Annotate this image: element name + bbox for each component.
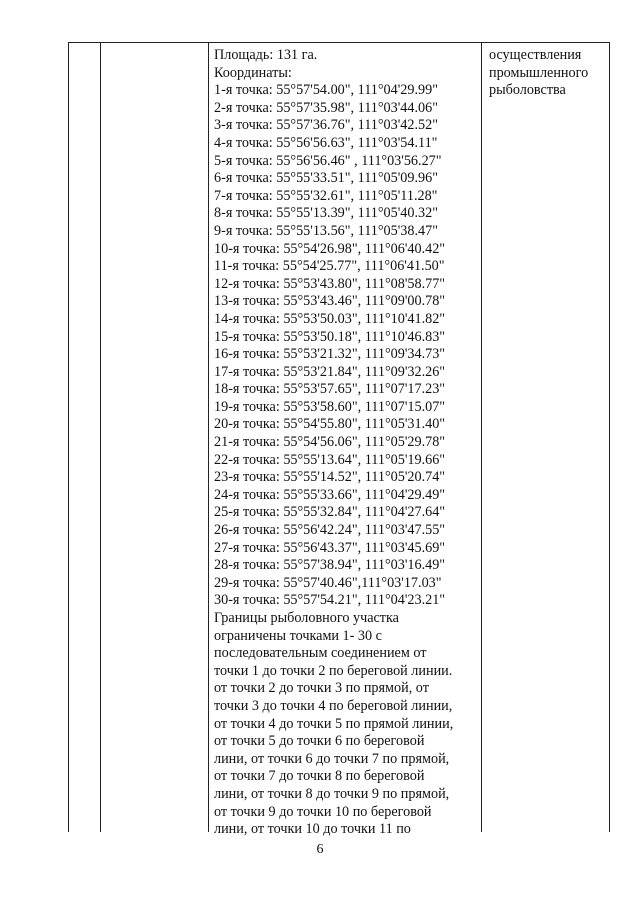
coordinate-point: 11-я точка: 55°54'25.77", 111°06'41.50" <box>214 258 445 275</box>
coordinate-point: 1-я точка: 55°57'54.00", 111°04'29.99" <box>214 82 438 99</box>
coordinate-point: 7-я точка: 55°55'32.61", 111°05'11.28" <box>214 187 438 204</box>
coordinate-point: 16-я точка: 55°53'21.32", 111°09'34.73" <box>214 346 446 363</box>
boundary-text-line: от точки 7 до точки 8 по береговой <box>214 768 425 785</box>
coordinate-point: 24-я точка: 55°55'33.66", 111°04'29.49" <box>214 486 446 503</box>
coordinate-point: 9-я точка: 55°55'13.56", 111°05'38.47" <box>214 222 438 239</box>
coordinate-point: 5-я точка: 55°56'56.46" , 111°03'56.27" <box>214 152 442 169</box>
boundary-text-line: от точки 4 до точки 5 по прямой линии, <box>214 715 454 732</box>
table-column-divider-2 <box>208 42 209 832</box>
boundary-text-line: лини, от точки 8 до точки 9 по прямой, <box>214 785 450 802</box>
coordinate-point: 4-я точка: 55°56'56.63", 111°03'54.11" <box>214 134 438 151</box>
coordinate-point: 19-я точка: 55°53'58.60", 111°07'15.07" <box>214 398 446 415</box>
coordinate-point: 2-я точка: 55°57'35.98", 111°03'44.06" <box>214 99 438 116</box>
area-text: Площадь: 131 га. <box>214 47 318 63</box>
coordinate-point: 30-я точка: 55°57'54.21", 111°04'23.21" <box>214 592 446 609</box>
boundary-text-line: Границы рыболовного участка <box>214 610 399 626</box>
boundary-text-line: точки 3 до точки 4 по береговой линии, <box>214 697 453 714</box>
table-border-right <box>609 42 610 832</box>
purpose-text-line: осуществления <box>489 47 582 63</box>
coordinate-point: 20-я точка: 55°54'55.80", 111°05'31.40" <box>214 416 446 433</box>
coordinate-point: 8-я точка: 55°55'13.39", 111°05'40.32" <box>214 205 438 222</box>
purpose-cell <box>489 47 607 100</box>
coordinate-point: 21-я точка: 55°54'56.06", 111°05'29.78" <box>214 434 446 451</box>
boundary-text-line: от точки 9 до точки 10 по береговой <box>214 803 432 820</box>
coordinate-point: 13-я точка: 55°53'43.46", 111°09'00.78" <box>214 293 446 310</box>
coordinate-point: 15-я точка: 55°53'50.18", 111°10'46.83" <box>214 328 446 345</box>
boundary-description-cell <box>214 47 480 839</box>
coordinate-point: 17-я точка: 55°53'21.84", 111°09'32.26" <box>214 363 446 380</box>
coordinates-heading: Координаты: <box>214 64 292 81</box>
page-number: 6 <box>316 842 324 857</box>
coordinate-point: 25-я точка: 55°55'32.84", 111°04'27.64" <box>214 504 446 521</box>
boundary-text-line: точки 1 до точки 2 по береговой линии. <box>214 662 453 679</box>
boundary-text-line: от точки 5 до точки 6 по береговой <box>214 733 425 750</box>
coordinate-point: 18-я точка: 55°53'57.65", 111°07'17.23" <box>214 381 446 398</box>
boundary-text-line: последовательным соединением от <box>214 645 427 662</box>
coordinate-point: 14-я точка: 55°53'50.03", 111°10'41.82" <box>214 310 446 327</box>
boundary-text-line: от точки 2 до точки 3 по прямой, от <box>214 680 429 697</box>
table-top-border <box>68 42 610 43</box>
coordinate-point: 28-я точка: 55°57'38.94", 111°03'16.49" <box>214 557 446 574</box>
coordinate-point: 3-я точка: 55°57'36.76", 111°03'42.52" <box>214 117 438 134</box>
coordinate-point: 12-я точка: 55°53'43.80", 111°08'58.77" <box>214 275 446 292</box>
boundary-text-line: ограничены точками 1- 30 с <box>214 627 382 644</box>
purpose-text-line: рыболовства <box>489 82 566 99</box>
coordinate-point: 6-я точка: 55°55'33.51", 111°05'09.96" <box>214 170 438 187</box>
coordinate-point: 27-я точка: 55°56'43.37", 111°03'45.69" <box>214 539 446 556</box>
boundary-text-line: лини, от точки 10 до точки 11 по <box>214 821 411 838</box>
purpose-text-line: промышленного <box>489 64 589 81</box>
table-column-divider-1 <box>100 42 101 832</box>
table-border-left <box>68 42 69 832</box>
coordinate-point: 10-я точка: 55°54'26.98", 111°06'40.42" <box>214 240 446 257</box>
boundary-description-text <box>214 610 480 839</box>
coordinate-point: 26-я точка: 55°56'42.24", 111°03'47.55" <box>214 522 446 539</box>
table-column-divider-3 <box>481 42 482 832</box>
boundary-text-line: лини, от точки 6 до точки 7 по прямой, <box>214 750 450 767</box>
coordinate-point: 22-я точка: 55°55'13.64", 111°05'19.66" <box>214 451 446 468</box>
coordinate-points-list <box>214 82 480 610</box>
coordinate-point: 29-я точка: 55°57'40.46",111°03'17.03" <box>214 574 442 591</box>
coordinate-point: 23-я точка: 55°55'14.52", 111°05'20.74" <box>214 469 446 486</box>
